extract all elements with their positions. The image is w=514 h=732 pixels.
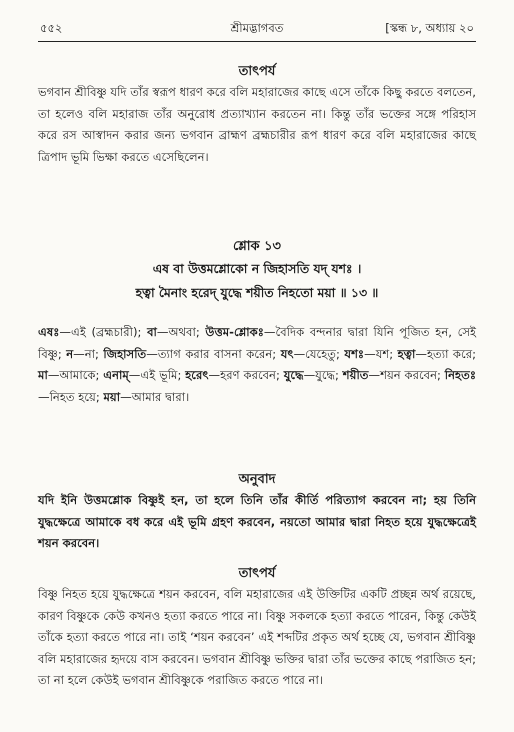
synonym-meaning: —হরণ করবেন; <box>208 368 284 382</box>
synonym-meaning: —এই (ব্রহ্মচারী); <box>59 325 148 339</box>
synonym-meaning: —না; <box>73 346 104 361</box>
purport-heading-bottom: তাৎপর্য <box>238 566 276 581</box>
synonym-meaning: —আমার দ্বারা। <box>120 389 190 404</box>
translation-paragraph: যদি ইনি উত্তমশ্লোক বিষ্ণুই হন, তা হলে তিনি তাঁর কীর্তি পরিত্যাগ করবেন না; হয় তিনি যুদ্ধক্ষেত্রে আমাকে বধ করে এই ভূমি গ্রহণ করবেন, নয়তো আমার দ্বারা নিহত হয়ে যুদ্ধক্ষেত্রেই শয়ন করবেন। <box>38 493 476 550</box>
synonyms-paragraph <box>38 322 476 408</box>
synonym-word: যুদ্ধে <box>283 368 304 382</box>
synonym-meaning: —শয়ন করবেন; <box>368 368 445 382</box>
synonym-meaning: —বৈদিক বন্দনার দ্বারা যিনি পূজিত হন, সেই বিষ্ণু; <box>38 325 477 361</box>
synonym-meaning: —ত্যাগ করার বাসনা করেন; <box>146 346 281 361</box>
verse-line-2: হত্বা মৈনাং হরেদ্‌ যুদ্ধে শয়ীত নিহতো ময়া ॥ ১৩ ॥ <box>135 285 379 300</box>
purport-heading-top: তাৎপর্য <box>238 64 276 79</box>
synonym-word: শয়ীত <box>342 368 369 382</box>
synonym-meaning: —এই ভূমি; <box>128 368 186 382</box>
synonym-word: এনাম্‌ <box>103 368 129 382</box>
synonym-meaning: —নিহত হয়ে; <box>38 389 104 404</box>
synonym-word: মা <box>38 368 48 382</box>
synonym-word: যৎ <box>280 346 294 361</box>
synonym-word: হত্বা <box>397 346 416 361</box>
running-header <box>0 20 514 38</box>
synonym-word: হরেৎ <box>185 368 209 382</box>
synonym-meaning: —হত্যা করে; <box>415 346 476 361</box>
translation-heading: অনুবাদ <box>238 472 276 487</box>
chapter-reference: [স্কন্ধ ৮, অধ্যায় ২০ <box>385 21 474 35</box>
synonym-meaning: —আমাকে; <box>47 368 104 382</box>
synonym-word: যশঃ <box>344 346 365 361</box>
synonym-meaning: —অথবা; <box>156 325 206 339</box>
synonym-word: ন <box>66 346 74 361</box>
synonym-meaning: —যেহেতু; <box>293 346 345 361</box>
verse-heading: শ্লোক ১৩ <box>232 239 282 254</box>
synonym-meaning: —যশ; <box>364 346 398 361</box>
book-title: শ্রীমদ্ভাগবত <box>230 21 284 35</box>
synonym-word: ময়া <box>103 389 121 404</box>
purport-paragraph-bottom: বিষ্ণু নিহত হয়ে যুদ্ধক্ষেত্রে শয়ন করবেন, বলি মহারাজের এই উক্তিটির একটি প্রচ্ছন্ন অর্থ রয়েছে, কারণ বিষ্ণুকে কেউ কখনও হত্যা করতে পারে না। বিষ্ণু সকলকে হত্যা করতে পারেন, কিন্তু কেউই তাঁকে হত্যা করতে পারে না। তাই ‘শয়ন করবেন’ এই শব্দটির প্রকৃত অর্থ হচ্ছে যে, ভগবান শ্রীবিষ্ণু বলি মহারাজের হৃদয়ে বাস করবেন। ভগবান শ্রীবিষ্ণু ভক্তির দ্বারা তাঁর ভক্তের কাছে পরাজিত হন; তা না হলে কেউই ভগবান শ্রীবিষ্ণুকে পরাজিত করতে পারে না। <box>38 587 476 687</box>
synonym-word: উত্তম-শ্লোকঃ <box>205 325 264 339</box>
synonym-word: জিহাসতি <box>103 346 147 361</box>
synonym-meaning: —যুদ্ধে; <box>303 368 343 382</box>
header-rule <box>38 41 476 42</box>
synonym-word: এষঃ <box>38 325 60 339</box>
purport-paragraph-top: ভগবান শ্রীবিষ্ণু যদি তাঁর স্বরূপ ধারণ করে বলি মহারাজের কাছে এসে তাঁকে কিছু করতে বলতেন, তা হলেও বলি মহারাজ তাঁর অনুরোধ প্রত্যাখ্যান করতেন না। কিন্তু তাঁর ভক্তের সঙ্গে পরিহাস করে রস আস্বাদন করার জন্য ভগবান ব্রাহ্মণ ব্রহ্মচারীর রূপ ধারণ করে বলি মহারাজের কাছে ত্রিপাদ ভূমি ভিক্ষা করতে এসেছিলেন। <box>38 85 476 164</box>
verse-line-1: এষ বা উত্তমশ্লোকো ন জিহাসতি যদ্‌ যশঃ । <box>152 261 362 276</box>
synonym-word: নিহতঃ <box>444 368 477 382</box>
synonym-word: বা <box>147 325 157 339</box>
page-number: ৫৫২ <box>40 21 63 35</box>
